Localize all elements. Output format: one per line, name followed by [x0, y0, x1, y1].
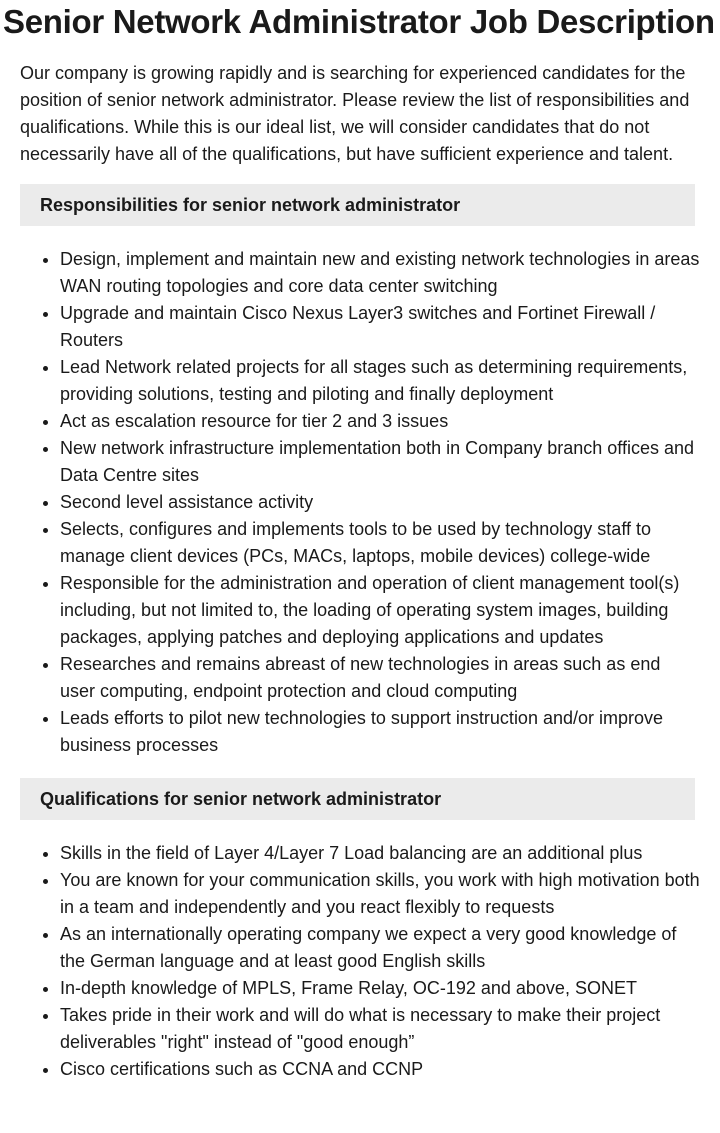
- responsibilities-heading: Responsibilities for senior network administrator: [20, 184, 695, 226]
- list-item: • Takes pride in their work and will do what is necessary to make their project deliverables "right" instead of "good enough”: [60, 1002, 700, 1056]
- list-item: • Selects, configures and implements tools to be used by technology staff to manage client devices (PCs, MACs, laptops, mobile devices) college-wide: [60, 516, 700, 570]
- list-item: • New network infrastructure implementation both in Company branch offices and Data Centre sites: [60, 435, 700, 489]
- qualifications-heading: Qualifications for senior network administrator: [20, 778, 695, 820]
- list-item: • Second level assistance activity: [60, 489, 700, 516]
- list-item: • Lead Network related projects for all stages such as determining requirements, providing solutions, testing and piloting and finally deployment: [60, 354, 700, 408]
- responsibilities-list: [20, 246, 700, 759]
- list-item: • You are known for your communication skills, you work with high motivation both in a team and independently and you react flexibly to requests: [60, 867, 700, 921]
- list-item: • Leads efforts to pilot new technologies to support instruction and/or improve business processes: [60, 705, 700, 759]
- list-item: • Cisco certifications such as CCNA and CCNP: [60, 1056, 700, 1083]
- list-item: • Upgrade and maintain Cisco Nexus Layer3 switches and Fortinet Firewall / Routers: [60, 300, 700, 354]
- list-item: • Skills in the field of Layer 4/Layer 7 Load balancing are an additional plus: [60, 840, 700, 867]
- page-title: Senior Network Administrator Job Description: [3, 3, 715, 40]
- intro-paragraph: Our company is growing rapidly and is searching for experienced candidates for the position of senior network administrator. Please review the list of responsibilities and qualifications. While this is our ideal list, we will consider candidates that do not necessarily have all of the qualifications, but have sufficient experience and talent.: [20, 63, 690, 164]
- list-item: • As an internationally operating company we expect a very good knowledge of the German language and at least good English skills: [60, 921, 700, 975]
- list-item: • In-depth knowledge of MPLS, Frame Relay, OC-192 and above, SONET: [60, 975, 700, 1002]
- list-item: • Responsible for the administration and operation of client management tool(s) including, but not limited to, the loading of operating system images, building packages, applying patches and deploying applications and updates: [60, 570, 700, 651]
- list-item: • Design, implement and maintain new and existing network technologies in areas WAN routing topologies and core data center switching: [60, 246, 700, 300]
- qualifications-list: [20, 840, 700, 1083]
- list-item: • Act as escalation resource for tier 2 and 3 issues: [60, 408, 700, 435]
- list-item: • Researches and remains abreast of new technologies in areas such as end user computing, endpoint protection and cloud computing: [60, 651, 700, 705]
